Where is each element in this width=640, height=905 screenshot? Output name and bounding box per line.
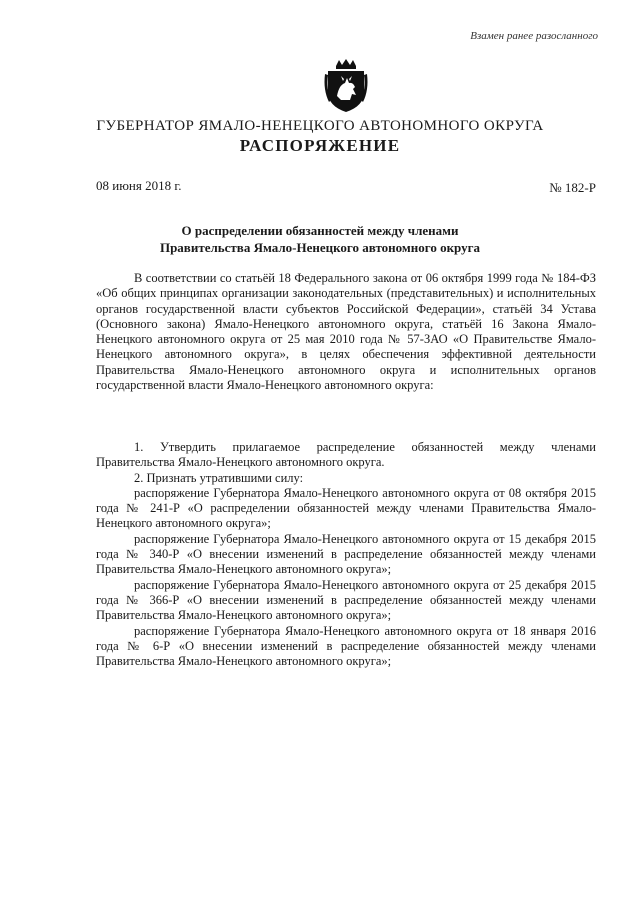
document-type: РАСПОРЯЖЕНИЕ <box>239 136 401 155</box>
preamble-block <box>96 271 596 393</box>
document-number: № 182-Р <box>549 180 596 195</box>
preamble-paragraph: В соответствии со статьёй 18 Федерального закона от 06 октября 1999 года № 184-ФЗ «Об общих принципах организации законодательных (представительных) и исполнительных органов государственной власти субъектов Российской Федерации», статьёй 34 Устава (Основного закона) Ямало-Ненецкого автономного округа, статьёй 16 Закона Ямало-Ненецкого автономного округа от 25 мая 2010 года № 57-ЗАО «О Правительстве Ямало-Ненецкого автономного округа», в целях обеспечения эффективной деятельности Правительства Ямало-Ненецкого автономного округа и исполнительных органов государственной власти Ямало-Ненецкого автономного округа: <box>96 271 596 393</box>
coat-of-arms-icon <box>323 58 369 114</box>
clause-paragraph: 1. Утвердить прилагаемое распределение обязанностей между членами Правительства Ямало-Ненецкого автономного округа. <box>96 440 596 470</box>
clause-paragraph: распоряжение Губернатора Ямало-Ненецкого автономного округа от 25 декабря 2015 года № 366-Р «О внесении изменений в распределение обязанностей между членами Правительства Ямало-Ненецкого автономного округа»; <box>96 577 596 623</box>
clause-paragraph: 2. Признать утратившими силу: <box>134 470 304 485</box>
clause-paragraph: распоряжение Губернатора Ямало-Ненецкого автономного округа от 08 октября 2015 года № 241-Р «О распределении обязанностей между членами Правительства Ямало-Ненецкого автономного округа»; <box>96 485 596 531</box>
document-date: 08 июня 2018 г. <box>96 178 182 193</box>
replacement-stamp: Взамен ранее разосланного <box>470 30 598 42</box>
subject-line: Правительства Ямало-Ненецкого автономного округа <box>159 240 481 255</box>
document-subject <box>120 222 520 256</box>
clause-paragraph: распоряжение Губернатора Ямало-Ненецкого автономного округа от 15 декабря 2015 года № 340-Р «О внесении изменений в распределение обязанностей между членами Правительства Ямало-Ненецкого автономного округа»; <box>96 531 596 577</box>
governor-title: ГУБЕРНАТОР ЯМАЛО-НЕНЕЦКОГО АВТОНОМНОГО ОКРУГА <box>96 118 544 134</box>
clauses-block <box>96 440 596 669</box>
subject-line: О распределении обязанностей между членами <box>181 223 459 238</box>
clause-paragraph: распоряжение Губернатора Ямало-Ненецкого автономного округа от 18 января 2016 года № 6-Р «О внесении изменений в распределение обязанностей между членами Правительства Ямало-Ненецкого автономного округа»; <box>96 623 596 669</box>
